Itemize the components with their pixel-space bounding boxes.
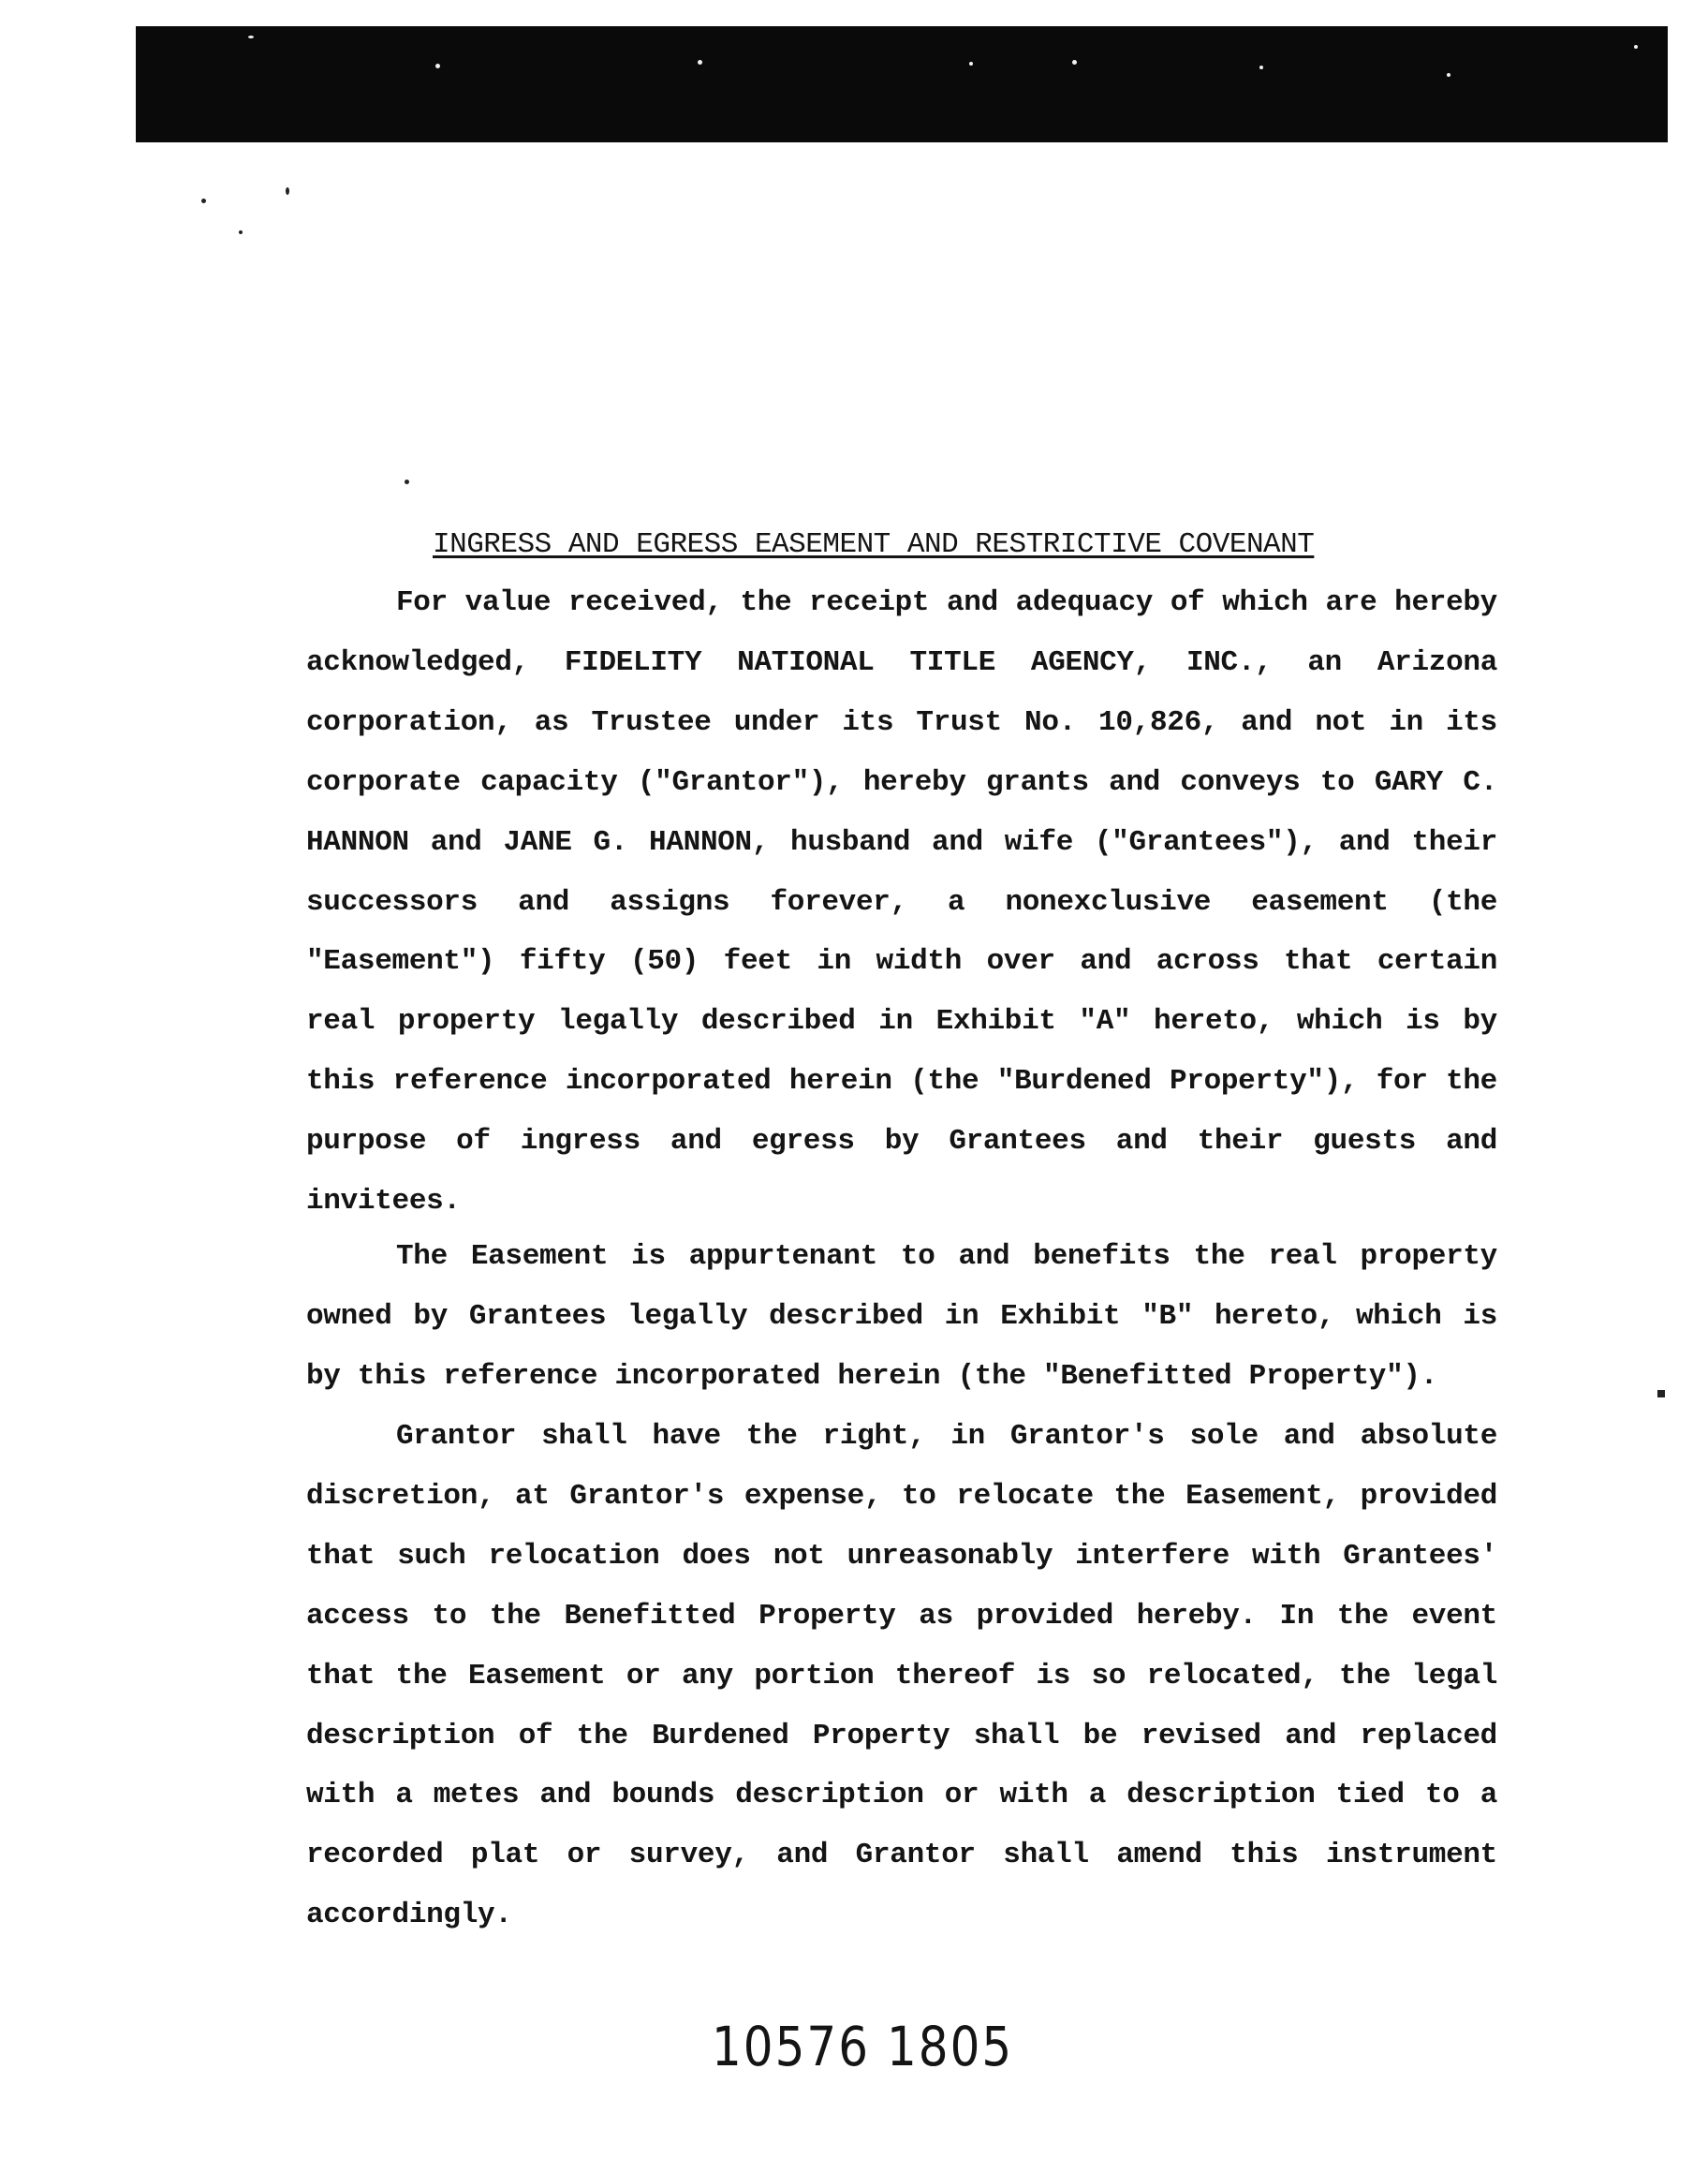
scan-speck (1259, 66, 1263, 69)
scan-dust (201, 199, 206, 203)
paragraph-appurtenant: The Easement is appurtenant to and benefits the real property owned by Grantees legally described in Exhibit "B" hereto, which is by this reference incorporated herein (the "Benefitted Property"). (306, 1240, 1497, 1393)
scan-speck (1634, 45, 1638, 49)
scan-header-bar (136, 26, 1668, 142)
scan-speck (1447, 73, 1450, 77)
scan-speck (435, 64, 440, 68)
scan-speck (248, 36, 254, 38)
paragraph-relocation: Grantor shall have the right, in Grantor's sole and absolute discretion, at Grantor's expense, to relocate the Easement, provided that such relocation does not unreasonably interfere with Grantees' access to the Benefitted Property as provided hereby. In the event that the Easement or any portion thereof is so relocated, the legal description of the Burdened Property shall be revised and replaced with a metes and bounds description or with a description tied to a recorded plat or survey, and Grantor shall amend this instrument accordingly. (306, 1420, 1497, 1932)
paragraph-grant: For value received, the receipt and adequacy of which are hereby acknowledged, FIDELITY NATIONAL TITLE AGENCY, INC., an Arizona corporation, as Trustee under its Trust No. 10,826, and not in its corporate capacity ("Grantor"), hereby grants and conveys to GARY C. HANNON and JANE G. HANNON, husband and wife ("Grantees"), and their successors and assigns forever, a nonexclusive easement (the "Easement") fifty (50) feet in width over and across that certain real property legally described in Exhibit "A" hereto, which is by this reference incorporated herein (the "Burdened Property"), for the purpose of ingress and egress by Grantees and their guests and invitees. (306, 586, 1497, 1219)
scan-speck (969, 62, 973, 66)
scan-dust (286, 187, 289, 195)
scan-speck (1072, 60, 1077, 65)
document-title: INGRESS AND EGRESS EASEMENT AND RESTRICTIVE COVENANT (433, 528, 1315, 561)
scan-dust (405, 480, 409, 484)
scan-dust (239, 230, 243, 234)
page-number: 10576 1805 (712, 2016, 1014, 2078)
scan-speck (698, 60, 702, 65)
scan-dust (1657, 1390, 1665, 1397)
